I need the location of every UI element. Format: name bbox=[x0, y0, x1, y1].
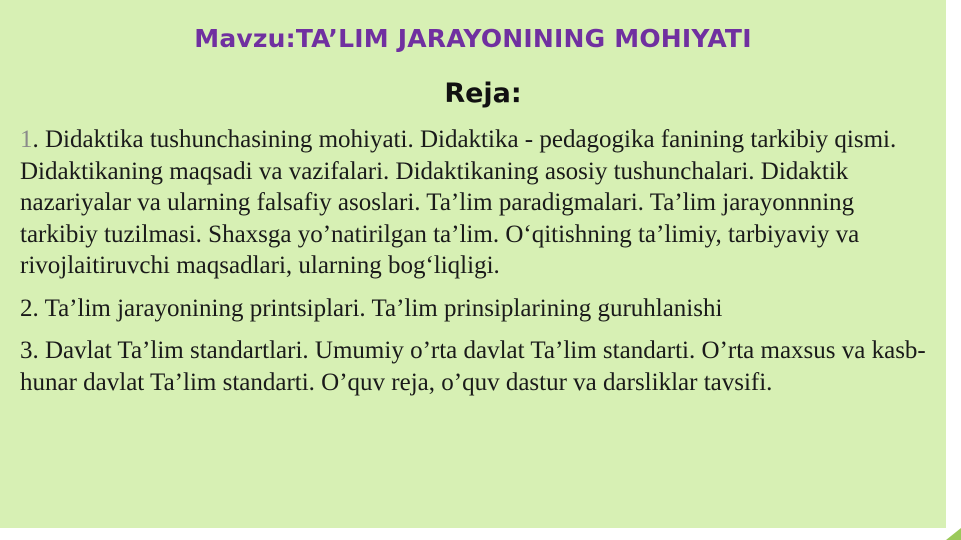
plan-item-separator: . bbox=[32, 294, 45, 322]
plan-item-text: Didaktika tushunchasining mohiyati. Didaktika - pedagogika fanining tarkibiy qismi. Didaktikaning maqsadi va vazifalari. Didaktikaning asosiy tushunchalari. Didaktik nazariyalar va ularning falsafiy asoslari. Ta’lim paradigmalari. Ta’lim jarayonnning tarkibiy tuzilmasi. Shaxsga yo’natirilgan ta’lim. O‘qitishning ta’limiy, tarbiyaviy va rivojlaitiruvchi maqsadlari, ularning bog‘liqligi. bbox=[20, 126, 897, 279]
plan-item-1 bbox=[20, 124, 930, 282]
corner-accent bbox=[946, 528, 961, 540]
plan-item-number: 2 bbox=[20, 294, 33, 322]
plan-item-separator: . bbox=[32, 126, 45, 153]
bottom-edge-stripe bbox=[0, 528, 961, 540]
plan-item-number: 1 bbox=[20, 126, 33, 153]
right-edge-stripe bbox=[946, 140, 961, 540]
slide-subtitle: Reja: bbox=[444, 78, 522, 109]
slide-title: Mavzu:TA’LIM JARAYONINING MOHIYATI bbox=[194, 24, 752, 53]
plan-item-text: Ta’lim jarayonining printsiplari. Ta’lim prinsiplarining guruhlanishi bbox=[44, 294, 723, 322]
plan-item-3 bbox=[20, 335, 930, 398]
plan-list bbox=[20, 124, 930, 409]
plan-item-2 bbox=[20, 293, 930, 325]
plan-item-separator: . bbox=[32, 337, 45, 364]
plan-item-text: Davlat Ta’lim standartlari. Umumiy o’rta davlat Ta’lim standarti. O’rta maxsus va kasb-hunar davlat Ta’lim standarti. O’quv reja, o’quv dastur va darsliklar tavsifi. bbox=[20, 337, 926, 396]
plan-item-number: 3 bbox=[20, 337, 33, 364]
